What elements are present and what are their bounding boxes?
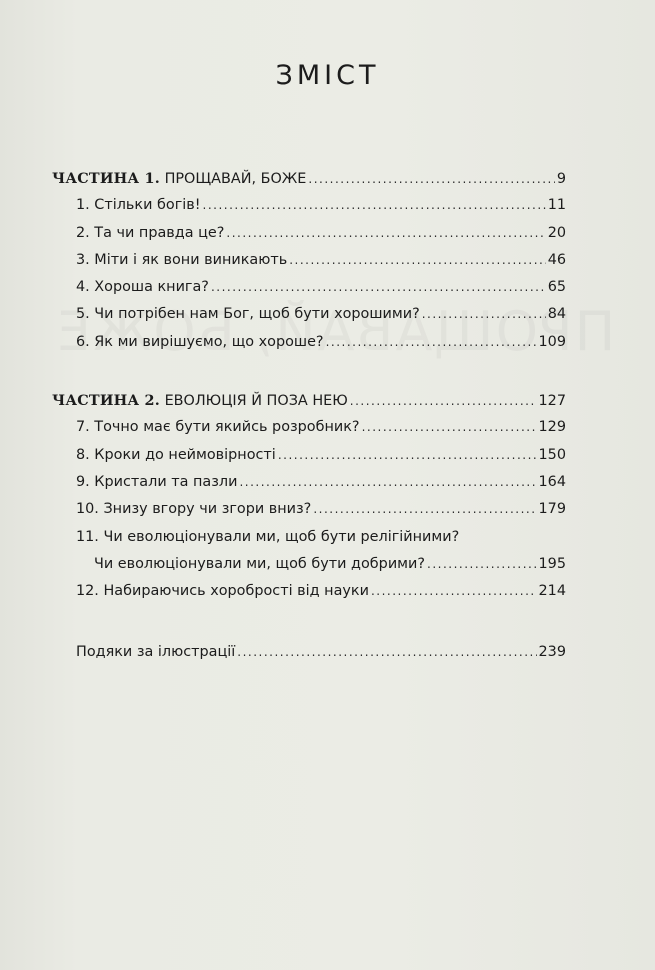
leader-dots [326, 335, 537, 349]
leader-dots [278, 448, 537, 462]
leader-dots [289, 253, 545, 267]
leader-dots [313, 502, 536, 516]
toc-chapter-6: 6. Як ми вирішуємо, що хороше? ..... 109 [52, 334, 566, 361]
part-2-title: ЕВОЛЮЦІЯ Й ПОЗА НЕЮ [164, 393, 348, 410]
toc-chapter-7: 7. Точно має бути якийсь розробник? ..... 129 [52, 419, 566, 446]
toc-chapter-9: 9. Кристали та пазли ..... 164 [52, 474, 566, 501]
leader-dots [422, 307, 546, 321]
part-1-prefix: ЧАСТИНА 1. [52, 170, 160, 187]
leader-dots [308, 172, 554, 186]
part-1-title: ПРОЩАВАЙ, БОЖЕ [164, 171, 307, 187]
toc-chapter-10: 10. Знизу вгору чи згори вниз? ..... 179 [52, 501, 566, 528]
toc-chapter-12: 12. Набираючись хоробрості від науки ..... 214 [52, 583, 566, 610]
page-title: ЗМІСТ [275, 60, 380, 91]
toc-part-2 [52, 392, 566, 419]
toc-chapter-4: 4. Хороша книга? ..... 65 [52, 279, 566, 306]
toc-chapter-3: 3. Міти і як вони виникають ..... 46 [52, 252, 566, 279]
toc-part-1 [52, 170, 566, 197]
toc-chapter-1: 1. Стільки богів! ..... 11 [52, 197, 566, 224]
part-2-page: 127 [538, 393, 566, 410]
toc-chapter-11-line-1: 11. Чи еволюціонували ми, щоб бути релігійними? [76, 528, 460, 545]
toc-chapter-5: 5. Чи потрібен нам Бог, щоб бути хорошими? ..... 84 [52, 306, 566, 333]
toc-acknowledgements: Подяки за ілюстрації ..... 239 [52, 644, 566, 671]
toc-chapter-11-line-2: Чи еволюціонували ми, щоб бути добрими? ..... 195 [52, 556, 566, 583]
leader-dots [211, 280, 546, 294]
leader-dots [350, 394, 537, 408]
part-2-prefix: ЧАСТИНА 2. [52, 392, 160, 410]
table-of-contents [52, 170, 566, 672]
leader-dots [237, 645, 536, 659]
toc-chapter-8: 8. Кроки до неймовірності ..... 150 [52, 447, 566, 474]
leader-dots [371, 584, 537, 598]
toc-chapter-2: 2. Та чи правда це? ..... 20 [52, 225, 566, 252]
leader-dots [239, 475, 536, 489]
leader-dots [427, 557, 537, 571]
leader-dots [362, 420, 537, 434]
leader-dots [226, 226, 545, 240]
leader-dots [203, 198, 546, 212]
part-1-page: 9 [556, 171, 566, 187]
